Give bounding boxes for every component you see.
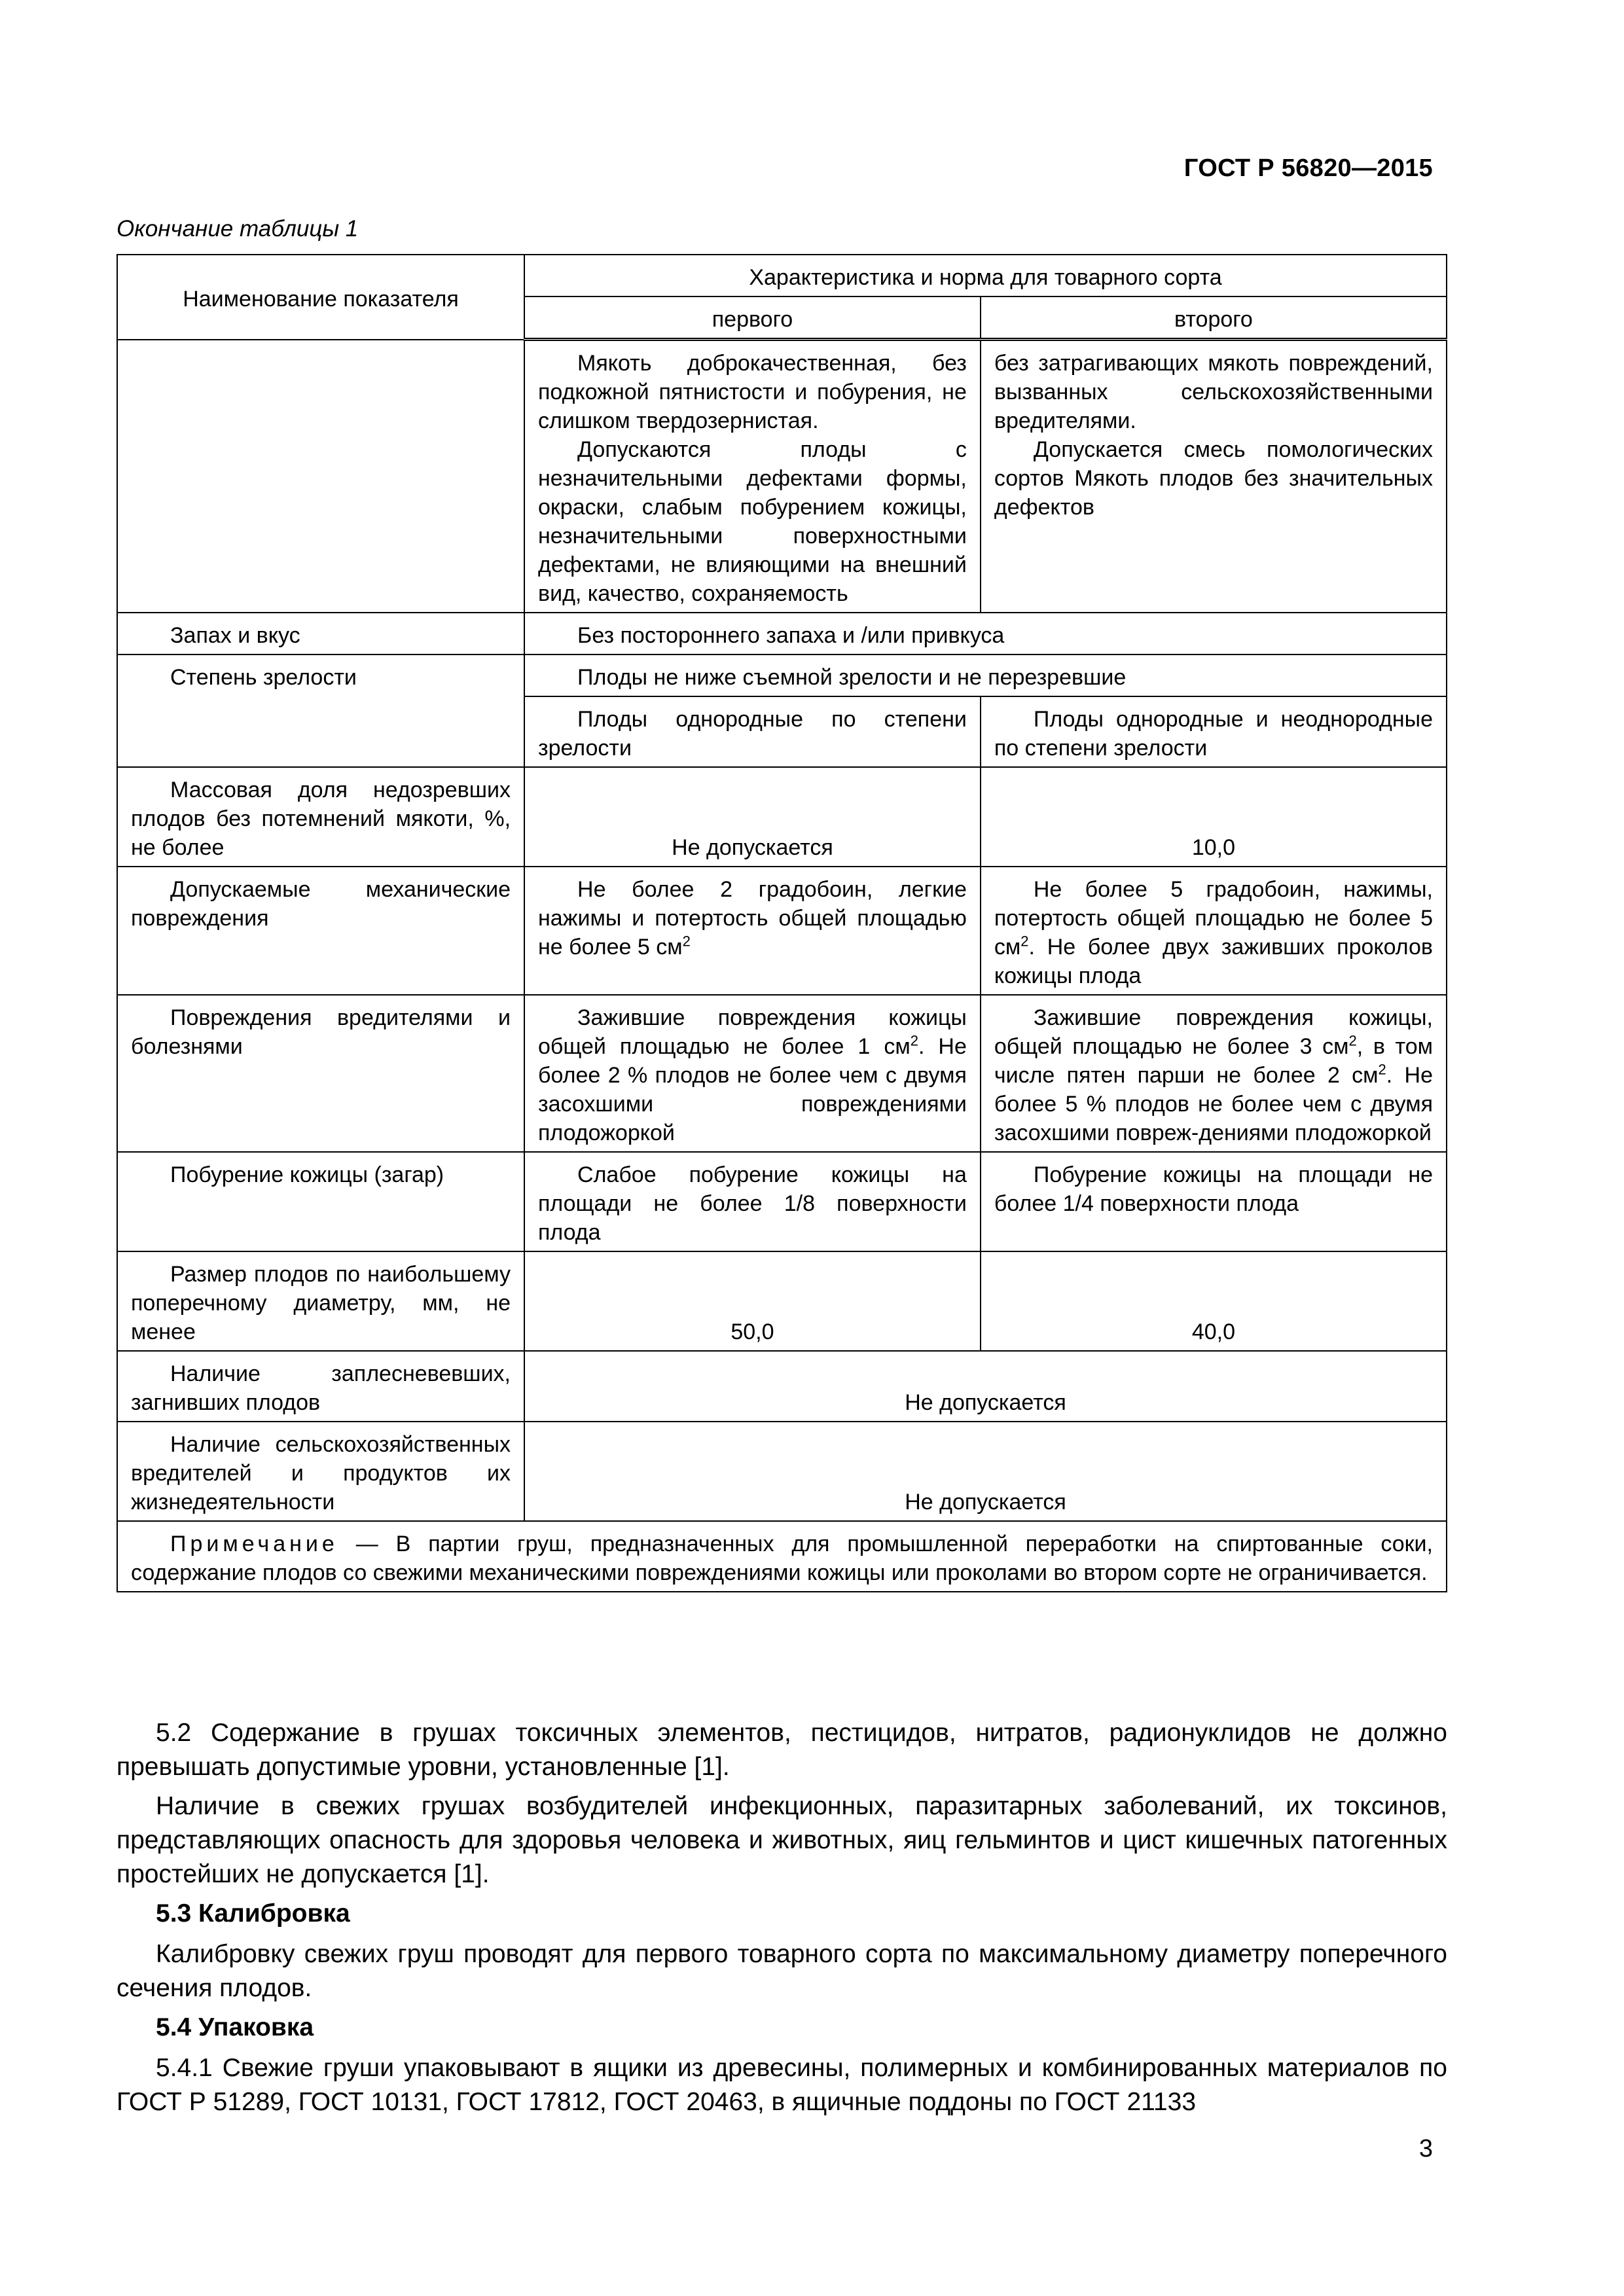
table-row xyxy=(117,655,1447,696)
paragraph: Калибровку свежих груш проводят для первого товарного сорта по максимальному диаметру поперечного сечения плодов. xyxy=(117,1940,1447,2002)
row-value-cell xyxy=(524,655,1447,696)
head-second-cell xyxy=(981,296,1447,340)
head-first-cell xyxy=(524,296,981,340)
section-heading: 5.3 Калибровка xyxy=(156,1899,350,1928)
page-number: 3 xyxy=(1418,2135,1433,2162)
row-first: Не более 2 градобоин, легкие нажимы и потертость общей площадью не более 5 см xyxy=(538,877,967,960)
table-note-row xyxy=(117,1521,1447,1592)
row-first: Зажившие повреждения кожицы общей площадью не более 1 см xyxy=(538,1005,967,1059)
row-first: Плоды однородные по степени зрелости xyxy=(538,707,967,761)
row-name: Размер плодов по наибольшему поперечному диаметру, мм, не менее xyxy=(131,1262,511,1344)
spec-table xyxy=(117,254,1447,1592)
row-first-cell xyxy=(524,867,981,995)
superscript: 2 xyxy=(682,933,691,950)
row-name: Побурение кожицы (загар) xyxy=(170,1162,444,1187)
row-first: Не допускается xyxy=(672,835,833,860)
table-note-cell xyxy=(117,1521,1447,1592)
superscript: 2 xyxy=(1348,1032,1357,1049)
row-second-cell xyxy=(981,1251,1447,1351)
row-value: Без постороннего запаха и /или привкуса xyxy=(577,623,1005,648)
row-name-cell xyxy=(117,995,524,1152)
cell-paragraph: Допускается смесь помологических сортов Мякоть плодов без значительных дефектов xyxy=(994,437,1433,520)
table-row xyxy=(117,995,1447,1152)
row-name-cell xyxy=(117,1152,524,1251)
superscript: 2 xyxy=(1020,933,1029,950)
row-first: Слабое побурение кожицы на площади не более 1/8 поверхности плода xyxy=(538,1162,967,1245)
paragraph: Наличие в свежих грушах возбудителей инфекционных, паразитарных заболеваний, их токсинов, представляющих опасность для здоровья человека и животных, яиц гельминтов и цист кишечных патогенных простейших не допускается [1]. xyxy=(117,1792,1447,1888)
row-value-cell xyxy=(524,1351,1447,1422)
row-value-cell xyxy=(524,613,1447,655)
row-name-cell xyxy=(117,767,524,867)
row-name: Наличие сельскохозяйственных вредителей и продуктов их жизнедеятельности xyxy=(131,1432,511,1515)
note-text: — В партии груш, предназначенных для промышленной переработки на спиртованные соки, содержание плодов со свежими механическими повреждениями кожицы или проколами во втором сорте не ограничивается. xyxy=(131,1532,1433,1585)
row-value: Не допускается xyxy=(905,1490,1066,1515)
row-second: Не более 5 градобоин, нажимы, потертость общей площадью не более 5 см xyxy=(994,877,1433,960)
table-row xyxy=(117,1152,1447,1251)
paragraph: 5.4.1 Свежие груши упаковывают в ящики из древесины, полимерных и комбинированных материалов по ГОСТ Р 51289, ГОСТ 10131, ГОСТ 17812, ГОСТ 20463, в ящичные поддоны по ГОСТ 21133 xyxy=(117,2054,1447,2116)
row-name: Запах и вкус xyxy=(170,623,300,648)
body-text xyxy=(117,1716,1447,2125)
row-value-cell xyxy=(524,1422,1447,1521)
note-label: Примечание xyxy=(170,1532,338,1556)
row-second: 40,0 xyxy=(1191,1319,1236,1344)
row-name-cell xyxy=(117,1251,524,1351)
row-name-cell xyxy=(117,1422,524,1521)
cell-paragraph: без затрагивающих мякоть повреждений, вызванных сельскохозяйственными вредителями. xyxy=(994,351,1433,433)
cell-paragraph: Мякоть доброкачественная, без подкожной пятнистости и побурения, не слишком твердозернистая. xyxy=(538,351,967,433)
row-second-cont: . Не более двух заживших проколов кожицы плода xyxy=(994,935,1433,988)
table-row xyxy=(117,1251,1447,1351)
table-row xyxy=(117,613,1447,655)
row-second: Плоды однородные и неоднородные по степени зрелости xyxy=(994,707,1433,761)
row-second-cell xyxy=(981,1152,1447,1251)
row-name: Массовая доля недозревших плодов без потемнений мякоти, %, не более xyxy=(131,778,511,860)
row-value: Плоды не ниже съемной зрелости и не перезревшие xyxy=(577,665,1127,690)
row-first: 50,0 xyxy=(731,1319,774,1344)
row-second-cell xyxy=(981,696,1447,767)
head-group-cell xyxy=(524,255,1447,296)
row-name-cell xyxy=(117,613,524,655)
table-row xyxy=(117,1351,1447,1422)
row-name-cell xyxy=(117,655,524,767)
row-name-cell xyxy=(117,867,524,995)
row-name: Наличие заплесневевших, загнивших плодов xyxy=(131,1361,511,1415)
row-second-cont: . Не более 5 % плодов не более чем с двумя засохшими повреж-дениями плодожоркой xyxy=(994,1063,1433,1145)
head-second: второго xyxy=(1174,307,1253,332)
section-heading: 5.4 Упаковка xyxy=(156,2013,314,2041)
table-row xyxy=(117,867,1447,995)
head-name-cell xyxy=(117,255,524,340)
row-first-cell xyxy=(524,995,981,1152)
row-first-cell xyxy=(524,1152,981,1251)
row-second-cell xyxy=(981,867,1447,995)
row-first-cell xyxy=(524,767,981,867)
row-first-cell xyxy=(524,1251,981,1351)
row-second-cell xyxy=(981,995,1447,1152)
table-row xyxy=(117,340,1447,613)
table-row xyxy=(117,767,1447,867)
row-name: Повреждения вредителями и болезнями xyxy=(131,1005,511,1059)
cell-paragraph: Допускаются плоды с незначительными дефектами формы, окраски, слабым побурением кожицы, незначительными поверхностными дефектами, не влияющими на внешний вид, качество, сохраняемость xyxy=(538,437,967,606)
row-second-cell xyxy=(981,340,1447,613)
paragraph: 5.2 Содержание в грушах токсичных элементов, пестицидов, нитратов, радионуклидов не должно превышать допустимые уровни, установленные [1]. xyxy=(117,1719,1447,1781)
row-second: Побурение кожицы на площади не более 1/4 поверхности плода xyxy=(994,1162,1433,1216)
superscript: 2 xyxy=(1378,1061,1386,1078)
row-name-cell xyxy=(117,340,524,613)
row-second-cont: , в том числе пятен парши не более 2 см xyxy=(994,1034,1433,1088)
row-first-cell xyxy=(524,696,981,767)
row-value: Не допускается xyxy=(905,1390,1066,1415)
standard-header: ГОСТ Р 56820—2015 xyxy=(1183,154,1433,182)
head-name: Наименование показателя xyxy=(183,286,459,312)
row-second: Зажившие повреждения кожицы, общей площадью не более 3 см xyxy=(994,1005,1433,1059)
table-row xyxy=(117,1422,1447,1521)
row-second: 10,0 xyxy=(1191,835,1236,860)
row-name: Степень зрелости xyxy=(170,665,357,690)
row-name: Допускаемые механические повреждения xyxy=(131,877,511,931)
table-head-row xyxy=(117,255,1447,296)
row-first-cell xyxy=(524,340,981,613)
table-caption: Окончание таблицы 1 xyxy=(117,216,359,242)
row-name-cell xyxy=(117,1351,524,1422)
head-group: Характеристика и норма для товарного сорта xyxy=(749,265,1222,290)
row-first-cont: . Не более 2 % плодов не более чем с двумя засохшими повреждениями плодожоркой xyxy=(538,1034,967,1145)
head-first: первого xyxy=(712,307,793,332)
superscript: 2 xyxy=(910,1032,918,1049)
row-second-cell xyxy=(981,767,1447,867)
